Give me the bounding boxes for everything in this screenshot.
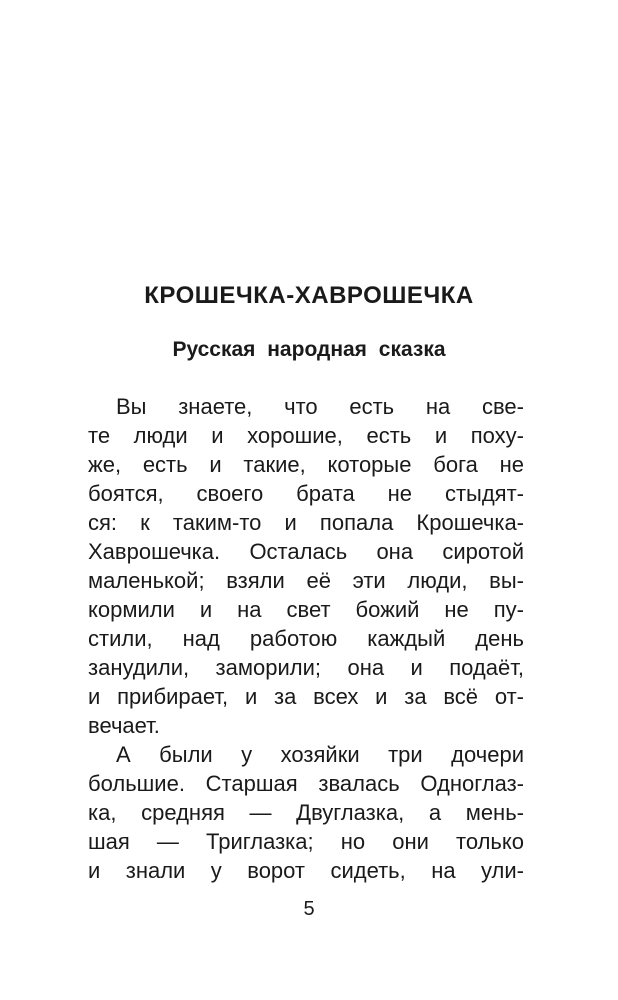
text-line: Хаврошечка. Осталась она сиротой: [88, 539, 524, 564]
story-text: [88, 392, 524, 885]
text-line: шая — Триглазка; но они только: [88, 829, 524, 854]
story-title: КРОШЕЧКА-ХАВРОШЕЧКА: [144, 282, 474, 309]
text-line: занудили, заморили; она и подаёт,: [88, 655, 524, 680]
text-line: А были у хозяйки три дочери: [116, 742, 524, 767]
text-line: те люди и хорошие, есть и поху-: [88, 423, 524, 448]
text-line: ка, средняя — Двуглазка, а мень-: [88, 800, 524, 825]
text-line: стили, над работою каждый день: [88, 626, 524, 651]
text-line: Вы знаете, что есть на све-: [116, 394, 524, 419]
text-line: и знали у ворот сидеть, на ули-: [88, 858, 524, 883]
text-line: и прибирает, и за всех и за всё от-: [88, 684, 524, 709]
page-number: 5: [303, 898, 315, 920]
text-line: боятся, своего брата не стыдят-: [88, 481, 524, 506]
story-subtitle: Русская народная сказка: [172, 338, 446, 361]
text-line: же, есть и такие, которые бога не: [88, 452, 524, 477]
text-line: ся: к таким-то и попала Крошечка-: [88, 510, 524, 535]
text-line: вечает.: [88, 713, 160, 738]
text-line: маленькой; взяли её эти люди, вы-: [88, 568, 524, 593]
text-line: кормили и на свет божий не пу-: [88, 597, 524, 622]
text-line: большие. Старшая звалась Одноглаз-: [88, 771, 524, 796]
